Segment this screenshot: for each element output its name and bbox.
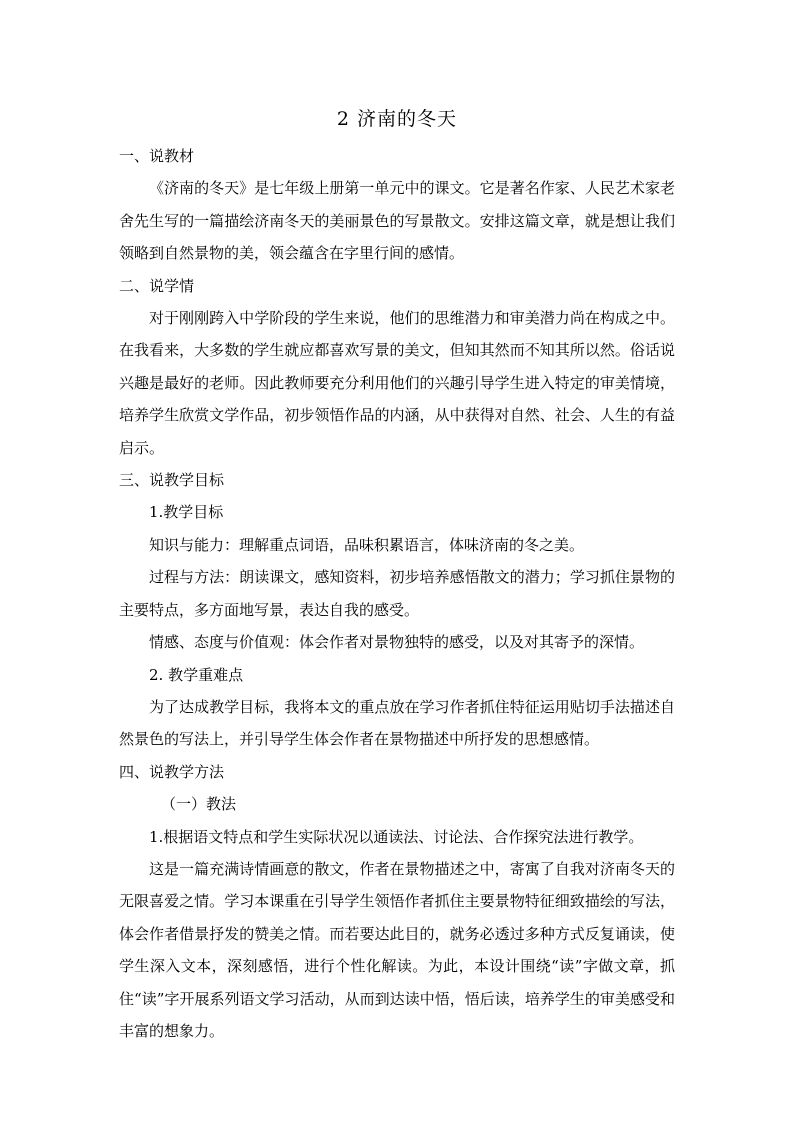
document-title: 2 济南的冬天 [336,108,458,130]
paragraph-method-1: 1.根据语文特点和学生实际状况以通读法、讨论法、合作探究法进行教学。 [149,827,644,846]
paragraph-students: 对于刚刚跨入中学阶段的学生来说，他们的思维潜力和审美潜力尚在构成之中。在我看来，大多数的学生就应都喜欢写景的美文，但知其然而不知其所以然。俗话说兴趣是最好的老师。因此教师要充分利用他们的兴趣引导学生进入特定的审美情境，培养学生欣赏文学作品，初步领悟作品的内涵，从中获得对自然、社会、人生的有益启示。 [119,309,675,457]
section-heading-methods: 四、说教学方法 [119,762,225,781]
document-body [119,140,675,1047]
section-heading-goals: 三、说教学目标 [119,471,225,490]
paragraph-emotion: 情感、态度与价值观：体会作者对景物独特的感受，以及对其寄予的深情。 [149,633,645,652]
paragraph-process: 过程与方法：朗读课文，感知资料，初步培养感悟散文的潜力；学习抓住景物的主要特点，多方面地写景，表达自我的感受。 [119,568,675,619]
paragraph-knowledge: 知识与能力：理解重点词语，品味积累语言，体味济南的冬之美。 [149,535,585,554]
subheading-key-points: 2. 教学重难点 [149,665,244,684]
subheading-goals: 1.教学目标 [149,503,224,522]
subheading-teaching-method: （一）教法 [161,795,237,814]
section-heading-students: 二、说学情 [119,276,195,295]
paragraph-key-points: 为了达成教学目标，我将本文的重点放在学习作者抓住特征运用贴切手法描述自然景色的写法上，并引导学生体会作者在景物描述中所抒发的思想感情。 [119,697,675,749]
paragraph-method-detail: 这是一篇充满诗情画意的散文，作者在景物描述之中，寄寓了自我对济南冬天的无限喜爱之情。学习本课重在引导学生领悟作者抓住主要景物特征细致描绘的写法，体会作者借景抒发的赞美之情。而若要达此目的，就务必透过多种方式反复诵读，使学生深入文本，深刻感悟，进行个性化解读。为此，本设计围绕“读”字做文章，抓住“读”字开展系列语文学习活动，从而到达读中悟，悟后读，培养学生的审美感受和丰富的想象力。 [119,859,675,1040]
section-heading-textbook: 一、说教材 [119,147,195,165]
paragraph-textbook-intro: 《济南的冬天》是七年级上册第一单元中的课文。它是著名作家、人民艺术家老舍先生写的一篇描绘济南冬天的美丽景色的写景散文。安排这篇文章，就是想让我们领略到自然景物的美，领会蕴含在字里行间的感情。 [119,179,675,263]
